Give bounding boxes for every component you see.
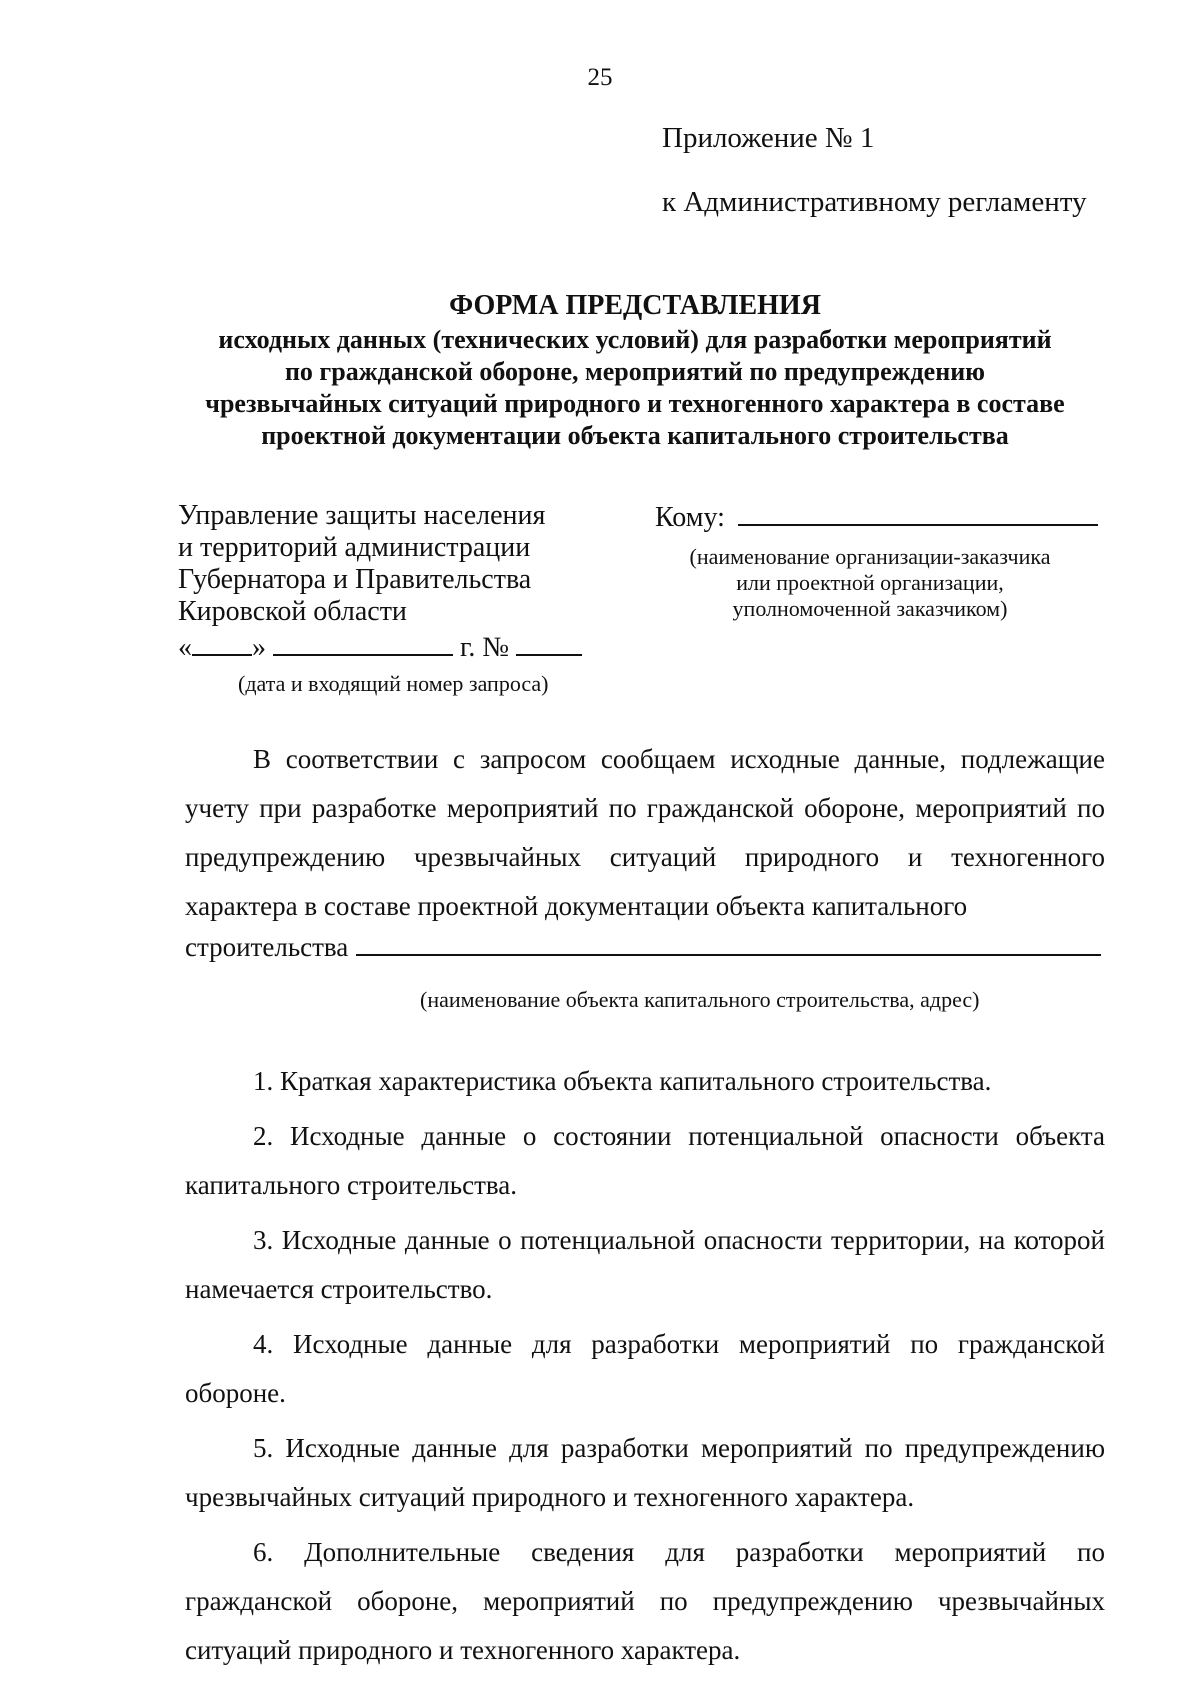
year-number-label: г. № — [460, 632, 510, 663]
recipient-row — [655, 500, 1105, 534]
sender-line: Управление защиты населения — [178, 500, 546, 531]
sender-block — [178, 500, 638, 700]
form-subtitle-line: по гражданской обороне, мероприятий по предупреждению — [284, 357, 986, 386]
recipient-caption-line: (наименование организации-заказчика — [689, 544, 1051, 569]
page-number: 25 — [587, 64, 613, 91]
items-list — [185, 1057, 1105, 1681]
list-item: 3. Исходные данные о потенциальной опасности территории, на которой намечается строительство. — [185, 1225, 1105, 1304]
list-item: 1. Краткая характеристика объекта капитального строительства. — [253, 1066, 992, 1096]
date-caption: (дата и входящий номер запроса) — [238, 671, 549, 696]
date-open-quote: « — [178, 632, 192, 663]
object-blank-field[interactable] — [356, 930, 1101, 956]
form-subtitle-line: исходных данных (технических условий) для разработки мероприятий — [218, 325, 1052, 354]
list-item: 2. Исходные данные о состоянии потенциальной опасности объекта капитального строительства. — [185, 1121, 1105, 1200]
date-close-quote: » — [252, 632, 266, 663]
list-item: 5. Исходные данные для разработки мероприятий по предупреждению чрезвычайных ситуаций природного и техногенного характера. — [185, 1433, 1105, 1512]
list-item: 6. Дополнительные сведения для разработки мероприятий по гражданской обороне, мероприятий по предупреждению чрезвычайных ситуаций природного и техногенного характера. — [185, 1537, 1105, 1665]
recipient-caption — [655, 544, 1085, 622]
sender-line: и территорий администрации — [178, 532, 531, 563]
object-label: строительства — [185, 932, 349, 962]
form-subtitle-line: чрезвычайных ситуаций природного и техногенного характера в составе — [205, 389, 1065, 418]
request-date-row — [178, 630, 638, 664]
day-blank-field[interactable] — [192, 630, 252, 656]
month-blank-field[interactable] — [273, 630, 453, 656]
form-title — [170, 288, 1100, 452]
appendix-number: Приложение № 1 — [662, 122, 875, 154]
recipient-block — [655, 500, 1105, 622]
object-row — [185, 930, 1105, 963]
sender-line: Губернатора и Правительства — [178, 564, 532, 595]
to-label: Кому: — [655, 502, 725, 533]
recipient-caption-line: или проектной организации, — [736, 570, 1004, 595]
appendix-reference: к Административному регламенту — [662, 186, 1087, 218]
object-caption: (наименование объекта капитального строительства, адрес) — [420, 987, 980, 1012]
sender-line: Кировской области — [178, 596, 407, 627]
recipient-blank-field[interactable] — [738, 500, 1098, 526]
form-subtitle-line: проектной документации объекта капитального строительства — [261, 421, 1009, 450]
request-number-blank-field[interactable] — [516, 630, 582, 656]
form-title-main: ФОРМА ПРЕДСТАВЛЕНИЯ — [449, 290, 821, 321]
body-paragraph: В соответствии с запросом сообщаем исходные данные, подлежащие учету при разработке мероприятий по гражданской обороне, мероприятий по предупреждению чрезвычайных ситуаций природного и техногенного характера в составе проектной документации объекта капитального — [185, 744, 1105, 921]
list-item: 4. Исходные данные для разработки мероприятий по гражданской обороне. — [185, 1329, 1105, 1408]
recipient-caption-line: уполномоченной заказчиком) — [732, 596, 1008, 621]
